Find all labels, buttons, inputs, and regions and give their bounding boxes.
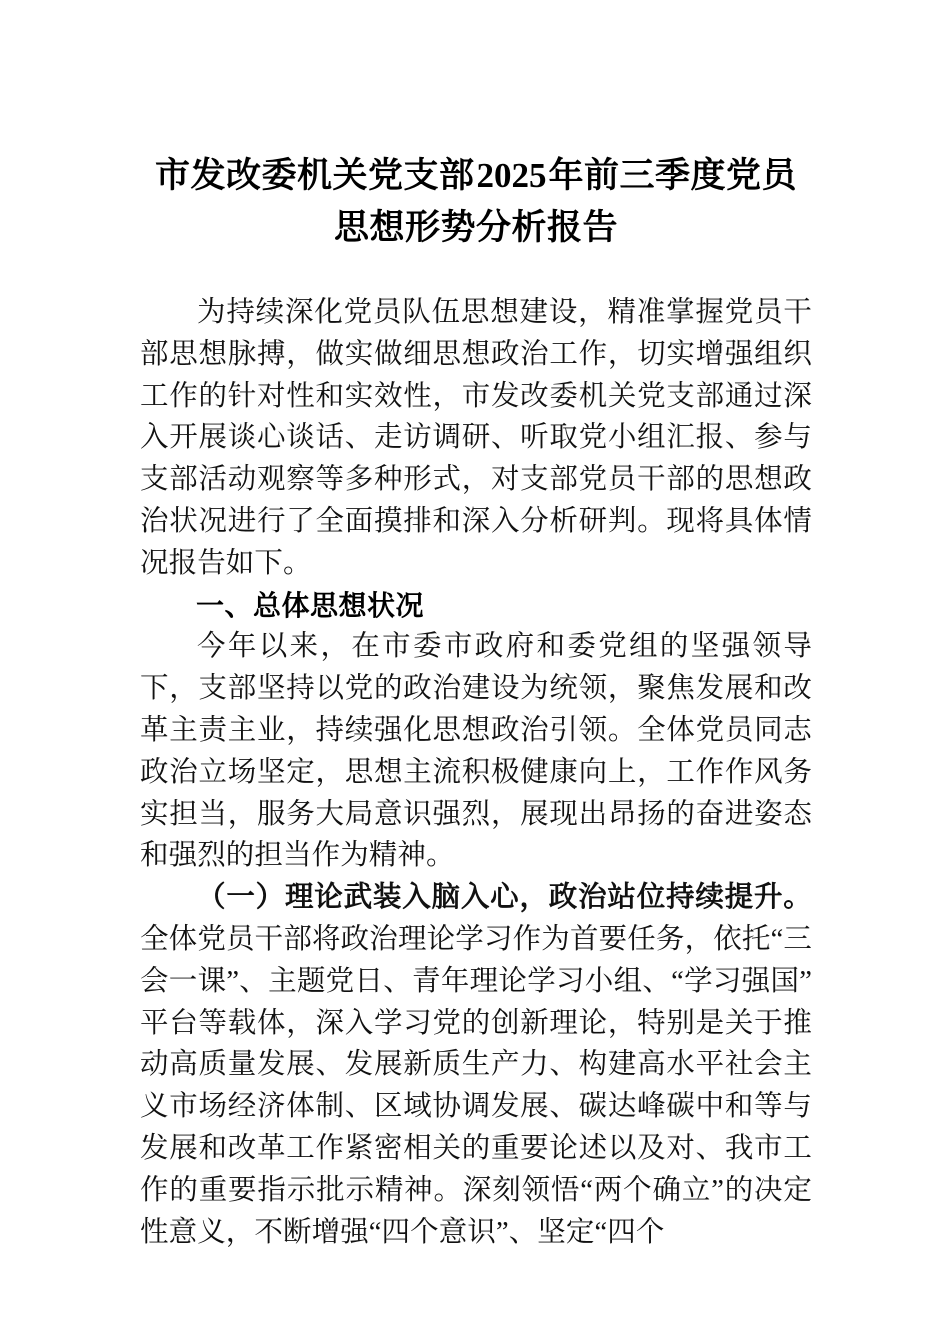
paragraph-section-1-item-1 (140, 877, 812, 1253)
title-spacer (140, 258, 812, 292)
paragraph-section-1-overview: 今年以来，在市委市政府和委党组的坚强领导下，支部坚持以党的政治建设为统领，聚焦发展和改革主责主业，持续强化思想政治引领。全体党员同志政治立场坚定，思想主流积极健康向上，工作作风务实担当，服务大局意识强烈，展现出昂扬的奋进姿态和强烈的担当作为精神。 (140, 631, 812, 872)
title-part-prefix: 市发改委机关党支部 (154, 156, 475, 195)
title-line-2: 思想形势分析报告 (333, 208, 618, 247)
subheading-theory-armament: （一）理论武装入脑入心，政治站位持续提升。 (197, 882, 812, 914)
title-year: 2025 (476, 156, 547, 195)
title-part-suffix: 年前三季度党员 (548, 156, 798, 195)
document-body (140, 150, 812, 1253)
page-title (140, 150, 812, 254)
paragraph-intro: 为持续深化党员队伍思想建设，精准掌握党员干部思想脉搏，做实做细思想政治工作，切实增强组织工作的针对性和实效性，市发改委机关党支部通过深入开展谈心谈话、走访调研、听取党小组汇报、参与支部活动观察等多种形式，对支部党员干部的思想政治状况进行了全面摸排和深入分析研判。现将具体情况报告如下。 (140, 297, 812, 579)
section-heading-overall-ideological-status: 一、总体思想状况 (196, 589, 425, 621)
paragraph-section-1-item-1-text: 全体党员干部将政治理论学习作为首要任务，依托“三会一课”、主题党日、青年理论学习小组、“学习强国”平台等载体，深入学习党的创新理论，特别是关于推动高质量发展、发展新质生产力、构建高水平社会主义市场经济体制、区域协调发展、碳达峰碳中和等与发展和改革工作紧密相关的重要论述以及对、我市工作的重要指示批示精神。深刻领悟“两个确立”的决定性意义，不断增强“四个意识”、坚定“四个 (140, 923, 812, 1248)
